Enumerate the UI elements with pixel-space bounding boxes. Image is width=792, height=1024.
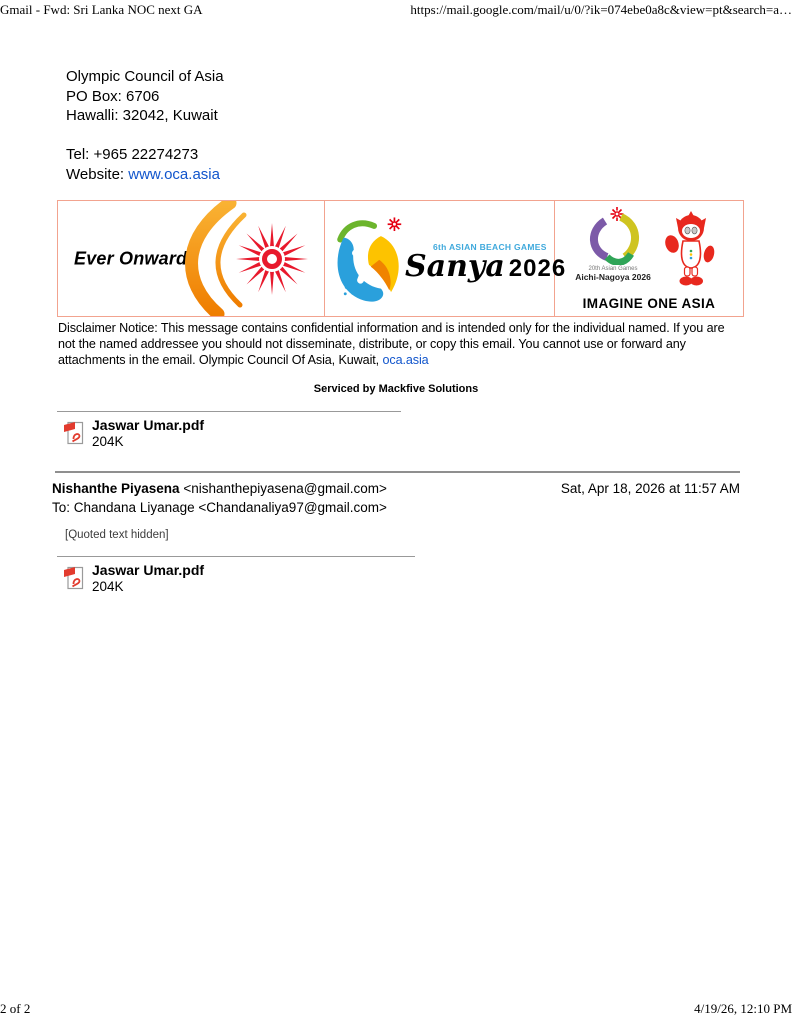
logo-banner xyxy=(57,200,744,317)
message-divider xyxy=(55,471,740,473)
sanya-edition-label: 6th ASIAN BEACH GAMES xyxy=(433,242,547,252)
print-datetime: 4/19/26, 12:10 PM xyxy=(694,1001,792,1016)
print-header xyxy=(0,2,792,18)
serviced-by-line xyxy=(0,383,792,395)
aichi-tagline: IMAGINE ONE ASIA xyxy=(582,296,716,311)
email-to-line: To: Chandana Liyanage <Chandanaliya97@gmail.com> xyxy=(52,499,387,515)
aichi-mascot-icon xyxy=(663,211,719,289)
attachment-size: 204K xyxy=(92,433,124,449)
disclaimer-oca-link[interactable]: oca.asia xyxy=(382,353,429,368)
attachment-meta xyxy=(92,417,204,449)
sender-email: <nishanthepiyasena@gmail.com> xyxy=(179,481,387,496)
email-from-to xyxy=(52,480,387,517)
attachment-size: 204K xyxy=(92,578,124,594)
aichi-edition-label: 20th Asian Games xyxy=(588,266,638,272)
website-label: Website: xyxy=(66,165,129,183)
signature-org: Olympic Council of Asia xyxy=(66,68,224,85)
aichi-emblem-block xyxy=(563,207,663,282)
signature-spacer xyxy=(66,126,224,146)
print-footer xyxy=(0,1001,792,1017)
print-url: https://mail.google.com/mail/u/0/?ik=074ebe0a8c&view=pt&search=a… xyxy=(410,2,792,17)
website-link[interactable]: www.oca.asia xyxy=(128,165,220,183)
sanya-city-label: Sanya xyxy=(405,249,505,284)
disclaimer-text: Disclaimer Notice: This message contains confidential information and is intended only for the individual named. If you are not the named addressee you should not disseminate, distribute, or copy this email. You cannot use or forward any attachments in the email. Olympic Council Of Asia, Kuwait, xyxy=(58,321,725,368)
sanya-year-label: 2026 xyxy=(508,255,567,282)
signature-block xyxy=(66,67,224,184)
quoted-text-hidden: [Quoted text hidden] xyxy=(65,529,169,541)
signature-tel: Tel: +965 22274273 xyxy=(66,146,199,163)
oca-slogan: Ever Onward xyxy=(74,248,188,268)
attachment-filename[interactable]: Jaswar Umar.pdf xyxy=(92,562,205,578)
attachment-divider xyxy=(57,556,415,557)
pdf-icon xyxy=(64,566,84,590)
aichi-name-label: Aichi-Nagoya 2026 xyxy=(575,272,651,282)
oca-sunburst-icon xyxy=(232,219,312,299)
banner-panel-sanya xyxy=(325,201,567,316)
email-from-line xyxy=(52,480,387,499)
signature-pobox: PO Box: 6706 xyxy=(66,87,160,105)
serviced-vendor: Mackfive Solutions xyxy=(378,383,479,395)
banner-panel-aichi xyxy=(555,201,743,316)
sender-name: Nishanthe Piyasena xyxy=(52,481,180,496)
attachment-filename[interactable]: Jaswar Umar.pdf xyxy=(92,417,205,433)
disclaimer-notice xyxy=(58,320,736,369)
signature-website-line xyxy=(66,165,224,185)
pdf-icon xyxy=(64,421,84,445)
signature-address: Hawalli: 32042, Kuwait xyxy=(66,107,218,124)
attachment-item[interactable] xyxy=(64,417,204,449)
attachment-divider xyxy=(57,411,401,412)
serviced-prefix: Serviced by xyxy=(313,383,379,395)
sanya-swirl-icon xyxy=(330,206,408,312)
print-title: Gmail - Fwd: Sri Lanka NOC next GA xyxy=(0,2,203,17)
email-date: Sat, Apr 18, 2026 at 11:57 AM xyxy=(560,481,740,496)
page-number: 2 of 2 xyxy=(0,1001,31,1016)
attachment-meta xyxy=(92,562,204,594)
attachment-item[interactable] xyxy=(64,562,204,594)
sanya-wordmark xyxy=(405,242,566,283)
email-header xyxy=(52,480,740,517)
aichi-ribbons-icon xyxy=(581,207,645,265)
banner-panel-oca xyxy=(58,201,325,316)
